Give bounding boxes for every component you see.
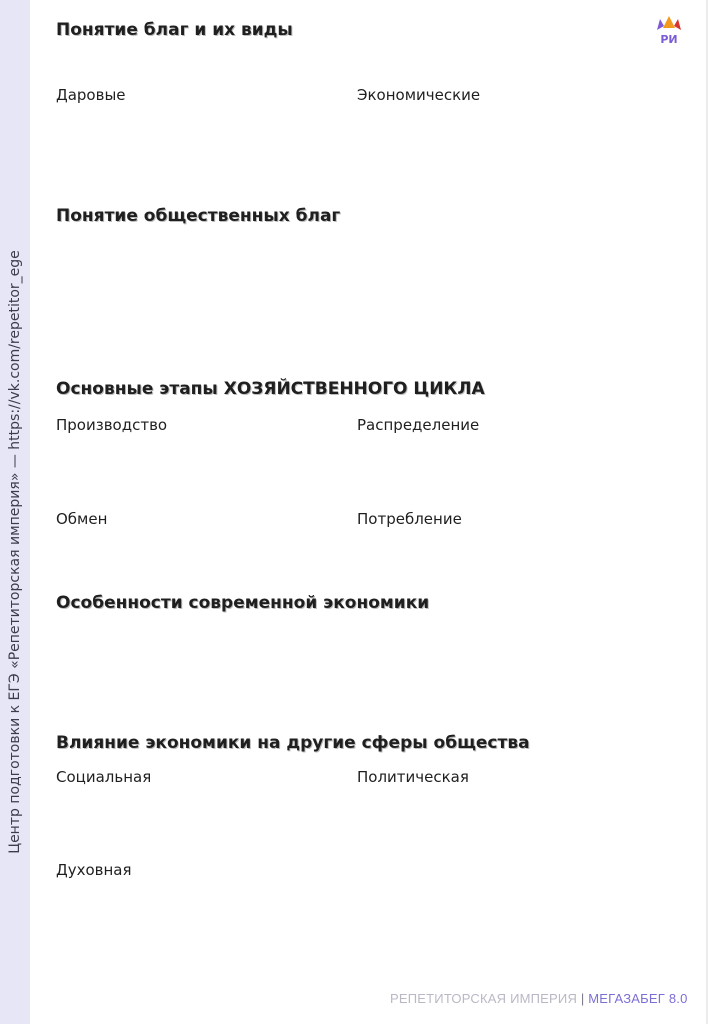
item-free-goods: Даровые [56, 86, 126, 104]
logo-letters: РИ [660, 33, 678, 46]
item-spiritual: Духовная [56, 861, 132, 879]
heading-economic-cycle: Основные этапы ХОЗЯЙСТВЕННОГО ЦИКЛА [56, 379, 485, 399]
heading-public-goods: Понятие общественных благ [56, 206, 341, 226]
item-economic-goods: Экономические [357, 86, 481, 104]
heading-economy-influence: Влияние экономики на другие сферы общества [56, 733, 530, 753]
sidebar-caption: Центр подготовки к ЕГЭ «Репетиторская империя» — https://vk.com/repetitor_ege [7, 250, 23, 854]
item-political: Политическая [357, 768, 469, 786]
item-exchange: Обмен [56, 510, 108, 528]
item-production: Производство [56, 416, 168, 434]
footer-brand: РЕПЕТИТОРСКАЯ ИМПЕРИЯ [390, 991, 578, 1006]
crown-logo-icon [652, 14, 686, 48]
heading-modern-economy: Особенности современной экономики [56, 593, 430, 613]
item-consumption: Потребление [357, 510, 462, 528]
item-distribution: Распределение [357, 416, 480, 434]
heading-goods: Понятие благ и их виды [56, 20, 293, 40]
item-social: Социальная [56, 768, 152, 786]
footer-separator: | [580, 991, 585, 1006]
sidebar [0, 0, 30, 1024]
footer-event: МЕГАЗАБЕГ 8.0 [588, 991, 688, 1006]
footer [390, 991, 688, 1006]
